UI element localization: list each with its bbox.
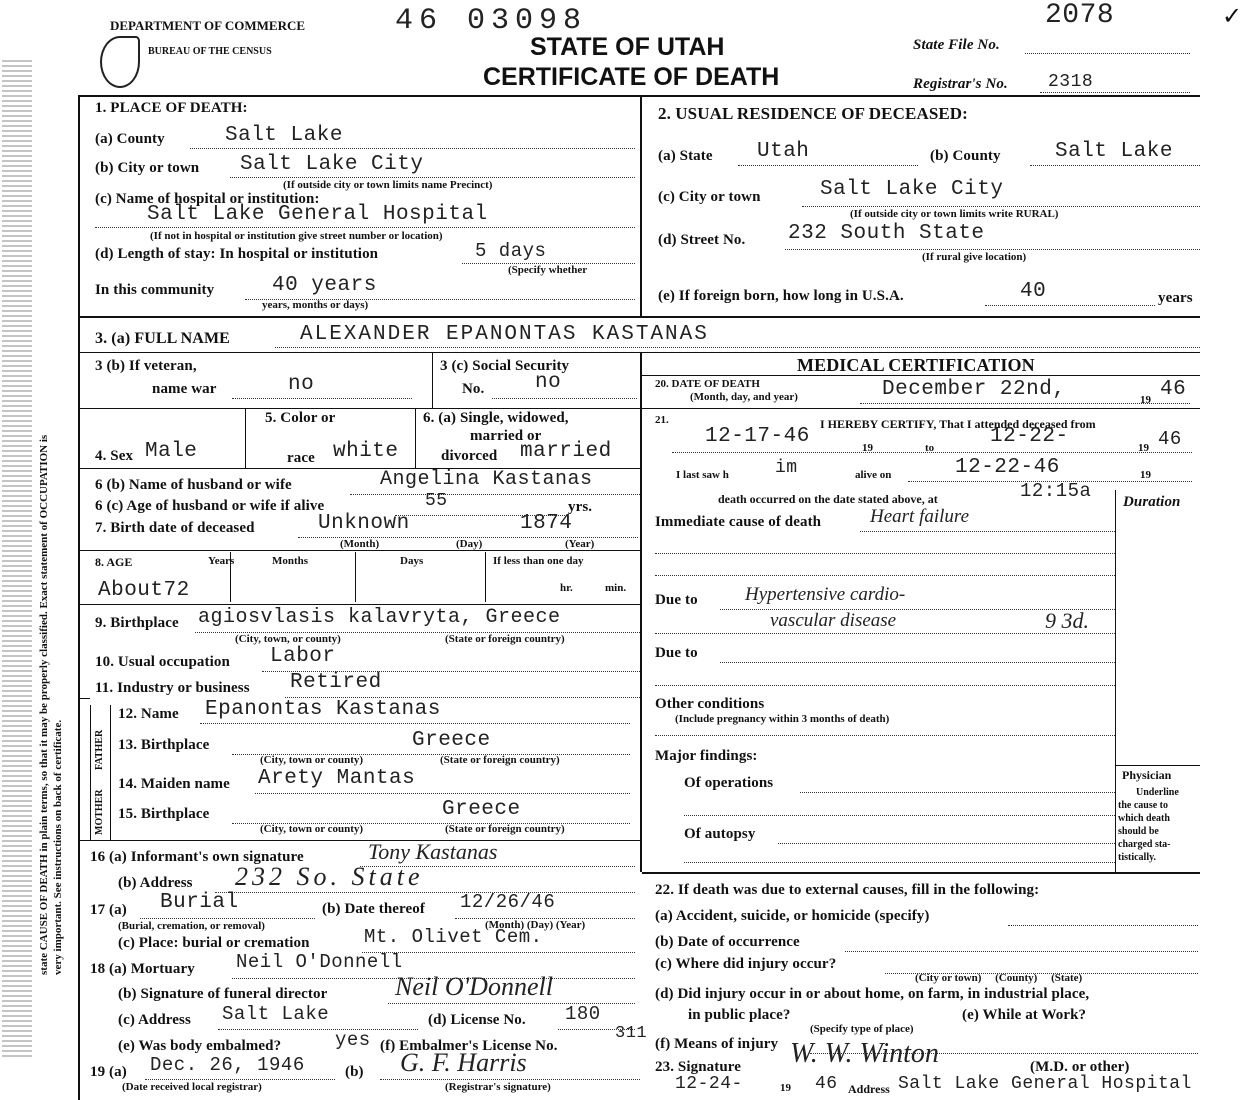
due1-duration: 9 3d.: [1045, 608, 1089, 633]
license: 180: [565, 1003, 601, 1025]
occurrence-label: (b) Date of occurrence: [655, 934, 800, 950]
spouse: Angelina Kastanas: [380, 468, 593, 491]
father-name: Epanontas Kastanas: [205, 698, 441, 721]
other-note: (Include pregnancy within 3 months of death): [675, 713, 890, 725]
veteran-label1: 3 (b) If veteran,: [95, 358, 197, 374]
duration-label: Duration: [1123, 494, 1181, 510]
dod-note: (Month, day, and year): [690, 391, 798, 403]
industry: Retired: [290, 671, 382, 694]
full-name-label: 3. (a) FULL NAME: [95, 330, 230, 347]
birthplace-label: 9. Birthplace: [95, 615, 179, 631]
mother-birth-note2: (State or foreign country): [445, 823, 565, 835]
operations-label: Of operations: [684, 775, 774, 791]
mortuary-label: 18 (a) Mortuary: [90, 961, 195, 977]
home-label2: in public place?: [688, 1007, 791, 1023]
burial-note: (Burial, cremation, or removal): [118, 920, 265, 932]
age-years-label: Years: [208, 555, 235, 567]
to-year: 46: [1158, 428, 1182, 450]
major-label: Major findings:: [655, 748, 758, 764]
place-of-death-heading: 1. PLACE OF DEATH:: [95, 100, 248, 116]
residence-heading: 2. USUAL RESIDENCE OF DECEASED:: [658, 104, 968, 123]
pod-stay-note: (Specify whether: [508, 264, 588, 276]
color: white: [333, 440, 399, 463]
res-county: Salt Lake: [1055, 140, 1173, 163]
res-foreign-unit: years: [1158, 290, 1193, 306]
sig-date: 12-24-: [675, 1074, 743, 1094]
file-number: 46 03098: [395, 4, 588, 38]
registrar-date-label: 19 (a): [90, 1064, 127, 1080]
marital-label2: married or: [470, 428, 542, 444]
registrar-sig-label: (b): [345, 1064, 364, 1080]
res-city-note: (If outside city or town limits write RURAL): [850, 208, 1059, 220]
embalmed: yes: [335, 1029, 371, 1051]
mother-name-label: 14. Maiden name: [118, 776, 230, 792]
res-state-label: (a) State: [658, 148, 713, 164]
from-nineteen: 19: [862, 442, 873, 454]
dod-year-prefix: 19: [1140, 394, 1151, 406]
registrar-date-note: (Date received local registrar): [122, 1081, 262, 1093]
res-county-label: (b) County: [930, 148, 1001, 164]
birth-year-note: (Year): [565, 538, 595, 550]
age-months-label: Months: [272, 555, 309, 567]
marital-label3: divorced: [441, 448, 498, 464]
ssn-label2: No.: [462, 381, 485, 397]
res-street-note: (If rural give location): [922, 251, 1027, 263]
registrar-label: Registrar's No.: [913, 76, 1008, 92]
embalmer: 311: [615, 1024, 648, 1043]
certify-text: I HEREBY CERTIFY, That I attended deceased from: [820, 417, 1096, 431]
immediate-label: Immediate cause of death: [655, 514, 822, 530]
medical-heading: MEDICAL CERTIFICATION: [797, 355, 1035, 375]
physician-signature: W. W. Winton: [790, 1038, 939, 1069]
physician-line-0: Underline: [1136, 787, 1179, 798]
industry-label: 11. Industry or business: [95, 680, 250, 696]
physician-line-4: charged sta-: [1118, 839, 1171, 850]
spouse-age-label: 6 (c) Age of husband or wife if alive: [95, 498, 325, 514]
dod: December 22nd,: [882, 378, 1066, 401]
age-days-label: Days: [400, 555, 424, 567]
immediate-cause: Heart failure: [870, 506, 970, 527]
work-label: (e) While at Work?: [962, 1007, 1087, 1023]
occupation-label: 10. Usual occupation: [95, 654, 230, 670]
ssn-label1: 3 (c) Social Security: [440, 358, 570, 374]
age-lessday-label: If less than one day: [493, 555, 584, 567]
physician-line-1: the cause to: [1118, 800, 1168, 811]
birthplace-note2: (State or foreign country): [445, 633, 565, 645]
director-sig: Neil O'Donnell: [395, 972, 553, 1001]
sig-year: 46: [815, 1074, 838, 1094]
pod-county-label: (a) County: [95, 131, 165, 147]
registrar-sig-note: (Registrar's signature): [445, 1081, 551, 1093]
age-hr-label: hr.: [560, 582, 573, 594]
department: DEPARTMENT OF COMMERCE: [110, 18, 306, 33]
last-saw: im: [775, 458, 798, 478]
place-note: (Specify type of place): [810, 1023, 914, 1035]
father-name-label: 12. Name: [118, 706, 179, 722]
where-note: (City or town) (County) (State): [915, 972, 1083, 984]
where-label: (c) Where did injury occur?: [655, 956, 837, 972]
attend-from: 12-17-46: [705, 425, 810, 448]
embalmed-label: (e) Was body embalmed?: [118, 1038, 282, 1054]
pod-stay: 5 days: [475, 240, 547, 262]
spouse-label: 6 (b) Name of husband or wife: [95, 477, 292, 493]
due1-a: Hypertensive cardio-: [745, 584, 906, 605]
accident-label: (a) Accident, suicide, or homicide (specify): [655, 908, 930, 924]
pod-community-note: years, months or days): [262, 299, 369, 311]
death-time: 12:15a: [1020, 480, 1092, 502]
embalmer-label: (f) Embalmer's License No.: [380, 1038, 558, 1054]
ssn: no: [535, 371, 562, 394]
external-heading: 22. If death was due to external causes, fill in the following:: [655, 882, 1040, 898]
burial: Burial: [160, 891, 239, 914]
sig-address-label: Address: [848, 1082, 890, 1096]
birthplace: agiosvlasis kalavryta, Greece: [198, 606, 561, 629]
pod-community-label: In this community: [95, 282, 215, 298]
side-instructions-1: state CAUSE OF DEATH in plain terms, so that it may be properly classified. Exact statement of OCCUPATION is: [38, 434, 50, 975]
birth-year: 1874: [520, 512, 573, 535]
father-birth-note1: (City, town or county): [260, 754, 364, 766]
physician-line-5: tistically.: [1118, 852, 1157, 863]
other-label: Other conditions: [655, 696, 765, 712]
res-state: Utah: [757, 140, 810, 163]
pod-hospital-label: (c) Name of hospital or institution:: [95, 191, 320, 207]
check-mark-icon: ✓: [1222, 4, 1243, 30]
birth-label: 7. Birth date of deceased: [95, 520, 255, 536]
sig-address: Salt Lake General Hospital: [898, 1074, 1192, 1094]
dod-label: 20. DATE OF DEATH: [655, 378, 760, 390]
res-city-label: (c) City or town: [658, 189, 761, 205]
physician-head: Physician: [1122, 768, 1172, 782]
informant-address-label: (b) Address: [118, 875, 193, 891]
autopsy-label: Of autopsy: [684, 826, 756, 842]
title-state: STATE OF UTAH: [530, 33, 725, 61]
res-city: Salt Lake City: [820, 178, 1004, 201]
res-street-label: (d) Street No.: [658, 232, 746, 248]
signature-label: 23. Signature: [655, 1059, 742, 1075]
means-label: (f) Means of injury: [655, 1036, 779, 1052]
physician-line-2: which death: [1118, 813, 1170, 824]
color-label1: 5. Color or: [265, 410, 336, 426]
alive-nineteen: 19: [1140, 469, 1151, 481]
burial-place-label: (c) Place: burial or cremation: [118, 935, 310, 951]
due1-b: vascular disease: [770, 610, 897, 631]
to-label: to: [925, 442, 935, 454]
informant-sig: Tony Kastanas: [368, 839, 498, 864]
attend-to: 12-22-: [990, 425, 1069, 448]
informant-sig-label: 16 (a) Informant's own signature: [90, 849, 304, 865]
pod-stay-label: (d) Length of stay: In hospital or institution: [95, 246, 379, 262]
to-nineteen: 19: [1138, 442, 1149, 454]
dod-year: 46: [1160, 378, 1187, 401]
mother-birth-note1: (City, town or county): [260, 823, 364, 835]
occupation: Labor: [270, 645, 336, 668]
side-instructions-2: very important. See instructions on back of certificate.: [52, 719, 64, 975]
pod-city: Salt Lake City: [240, 153, 424, 176]
birth-month-note: (Month): [340, 538, 380, 550]
bureau: BUREAU OF THE CENSUS: [148, 46, 272, 57]
res-street: 232 South State: [788, 222, 985, 245]
burial-date-note: (Month) (Day) (Year): [485, 919, 586, 931]
birth-day-note: (Day): [456, 538, 483, 550]
last-saw-label: I last saw h: [676, 469, 729, 481]
burial-place: Mt. Olivet Cem.: [364, 926, 543, 948]
pod-city-note: (If outside city or town limits name Precinct): [283, 179, 493, 191]
alive-label: alive on: [855, 469, 892, 481]
full-name: ALEXANDER EPANONTAS KASTANAS: [300, 323, 709, 346]
home-label1: (d) Did injury occur in or about home, on farm, in industrial place,: [655, 986, 1090, 1002]
pod-hospital: Salt Lake General Hospital: [147, 203, 488, 226]
burial-date-label: (b) Date thereof: [322, 901, 425, 917]
father-birth: Greece: [412, 729, 491, 752]
sex-label: 4. Sex: [95, 448, 134, 464]
side-smudge: [2, 60, 32, 1060]
birth-month: Unknown: [318, 512, 410, 535]
veteran-label2: name war: [152, 381, 217, 397]
physician-line-3: should be: [1118, 826, 1159, 837]
father-birth-note2: (State or foreign country): [440, 754, 560, 766]
mort-address: Salt Lake: [222, 1003, 330, 1025]
age: About72: [98, 579, 190, 602]
state-file-label: State File No.: [913, 37, 1000, 53]
burial-label: 17 (a): [90, 902, 127, 918]
pod-community: 40 years: [272, 274, 377, 297]
director-sig-label: (b) Signature of funeral director: [118, 986, 328, 1002]
mother-birth-label: 15. Birthplace: [118, 806, 210, 822]
age-min-label: min.: [605, 582, 627, 594]
registrar-sig: G. F. Harris: [400, 1048, 527, 1077]
spouse-age-unit: yrs.: [568, 499, 593, 515]
md-label: (M.D. or other): [1030, 1059, 1130, 1075]
burial-date: 12/26/46: [460, 891, 556, 913]
pod-county: Salt Lake: [225, 124, 343, 147]
mother-side-label: MOTHER: [94, 789, 105, 835]
certify-num: 21.: [655, 414, 669, 426]
mortuary: Neil O'Donnell: [236, 951, 403, 973]
top-number: 2078: [1045, 0, 1115, 31]
informant-address: 232 So. State: [235, 862, 424, 891]
pod-city-label: (b) City or town: [95, 160, 200, 176]
due2-label: Due to: [655, 645, 698, 661]
spouse-age: 55: [425, 491, 448, 511]
title-certificate: CERTIFICATE OF DEATH: [483, 63, 780, 91]
marital: married: [520, 440, 612, 463]
pod-hospital-note: (If not in hospital or institution give street number or location): [150, 230, 443, 242]
res-foreign-label: (e) If foreign born, how long in U.S.A.: [658, 288, 904, 304]
registrar-date: Dec. 26, 1946: [150, 1054, 305, 1076]
sig-year-prefix: 19: [780, 1082, 791, 1094]
due1-label: Due to: [655, 592, 698, 608]
birthplace-note1: (City, town, or county): [235, 633, 341, 645]
marital-label1: 6. (a) Single, widowed,: [423, 410, 569, 426]
father-birth-label: 13. Birthplace: [118, 737, 210, 753]
veteran: no: [288, 373, 315, 396]
mother-birth: Greece: [442, 798, 521, 821]
sex: Male: [145, 440, 198, 463]
license-label: (d) License No.: [428, 1012, 526, 1028]
mother-name: Arety Mantas: [258, 767, 416, 790]
census-logo-icon: [100, 36, 140, 88]
mort-address-label: (c) Address: [118, 1012, 191, 1028]
alive-date: 12-22-46: [955, 456, 1060, 479]
registrar-no: 2318: [1048, 72, 1094, 92]
age-label: 8. AGE: [95, 555, 133, 569]
color-label2: race: [287, 450, 315, 466]
occurred-label: death occurred on the date stated above, at: [718, 492, 938, 506]
res-foreign: 40: [1020, 280, 1047, 303]
father-side-label: FATHER: [94, 729, 105, 770]
